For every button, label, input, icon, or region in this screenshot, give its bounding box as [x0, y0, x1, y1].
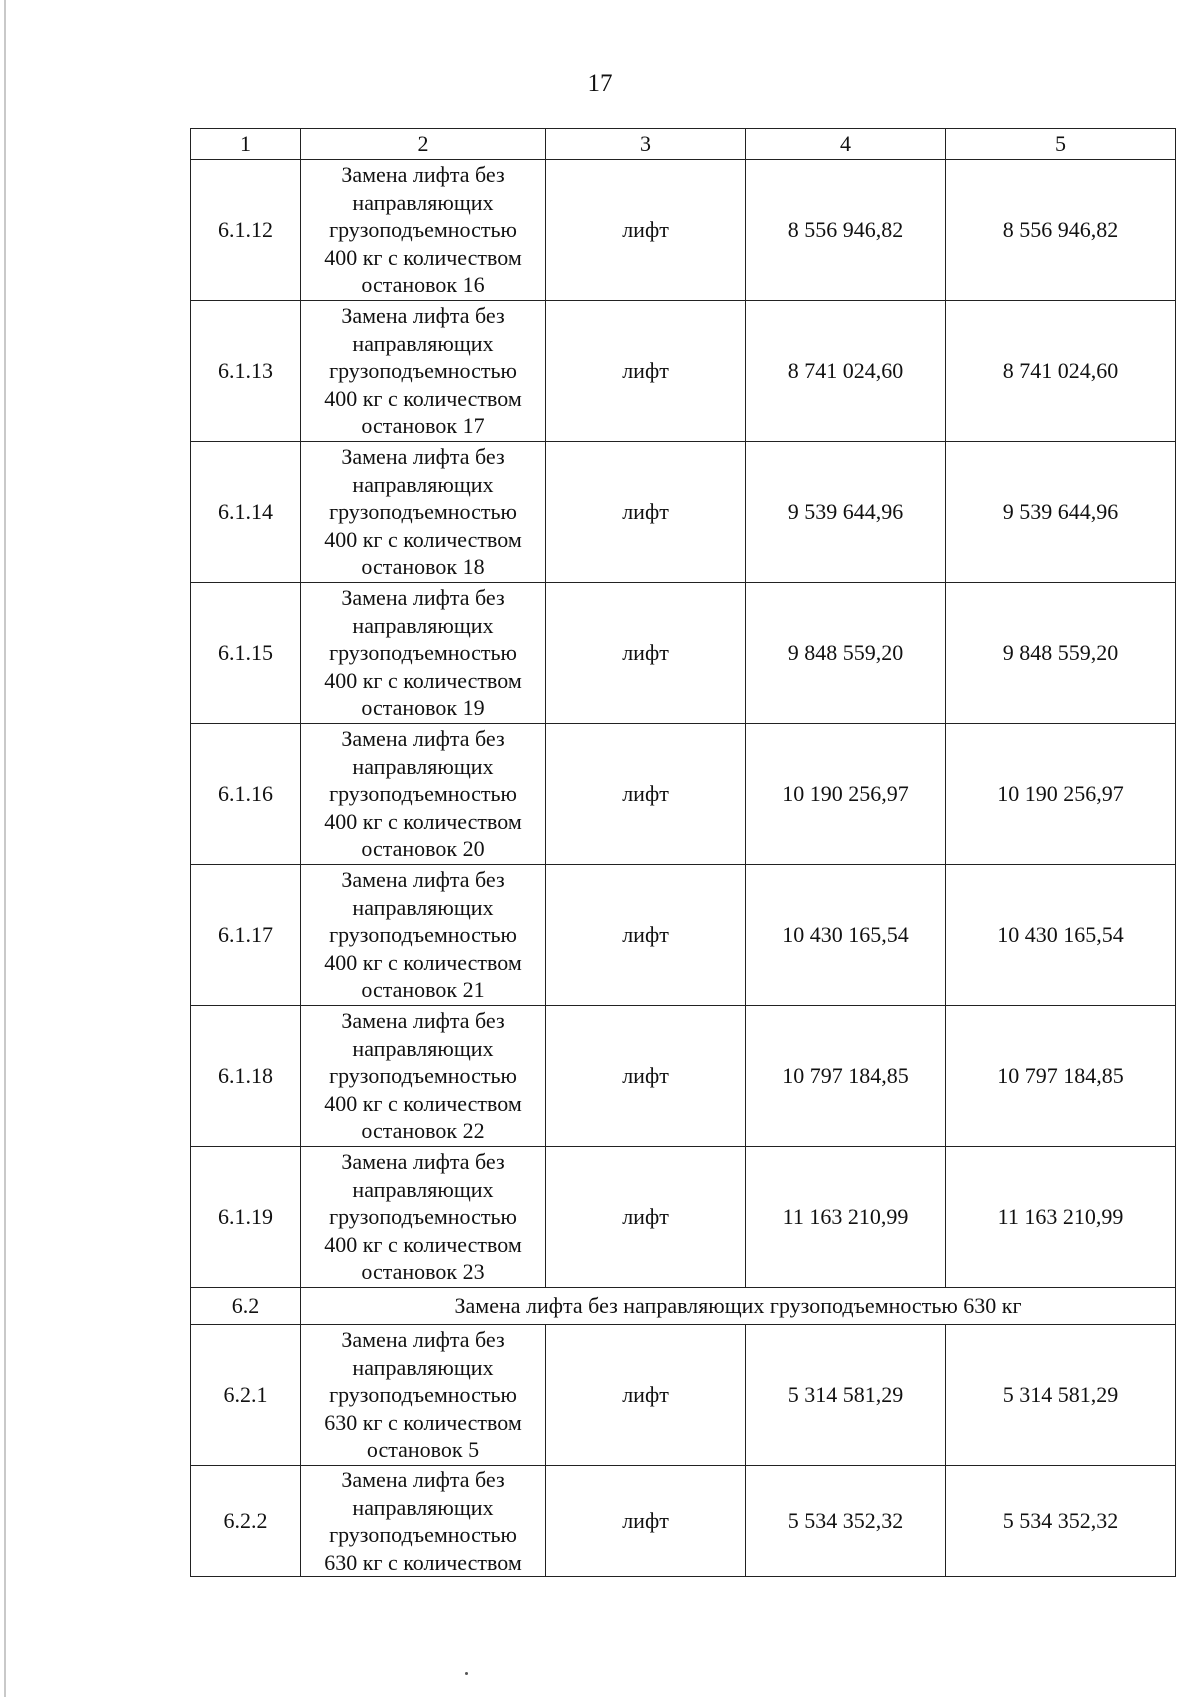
item-total: 10 797 184,85: [946, 1006, 1176, 1147]
table-row: [191, 865, 1176, 1006]
page-number: 17: [587, 70, 613, 97]
item-unit: лифт: [546, 160, 746, 301]
item-description: Замена лифта без направляющих грузоподъемностью 400 кг с количеством остановок 16: [301, 160, 546, 301]
item-unit: лифт: [546, 301, 746, 442]
item-unit: лифт: [546, 1147, 746, 1288]
item-code: 6.2.2: [191, 1466, 301, 1577]
item-total: 5 314 581,29: [946, 1325, 1176, 1466]
item-unit: лифт: [546, 1006, 746, 1147]
table-row: [191, 1466, 1176, 1577]
item-price: 5 534 352,32: [746, 1466, 946, 1577]
item-code: 6.1.19: [191, 1147, 301, 1288]
table-header-row: [191, 129, 1176, 160]
item-description: Замена лифта без направляющих грузоподъемностью 630 кг с количеством: [301, 1466, 546, 1577]
table-row: [191, 301, 1176, 442]
item-code: 6.1.18: [191, 1006, 301, 1147]
item-description: Замена лифта без направляющих грузоподъемностью 630 кг с количеством остановок 5: [301, 1325, 546, 1466]
item-price: 8 741 024,60: [746, 301, 946, 442]
column-header: 4: [746, 129, 946, 160]
item-code: 6.1.14: [191, 442, 301, 583]
section-code: 6.2: [191, 1288, 301, 1325]
item-code: 6.1.12: [191, 160, 301, 301]
table-row: [191, 583, 1176, 724]
item-code: 6.1.16: [191, 724, 301, 865]
item-price: 8 556 946,82: [746, 160, 946, 301]
item-total: 5 534 352,32: [946, 1466, 1176, 1577]
item-total: 10 190 256,97: [946, 724, 1176, 865]
item-price: 11 163 210,99: [746, 1147, 946, 1288]
column-header: 3: [546, 129, 746, 160]
table-row: [191, 160, 1176, 301]
item-description: Замена лифта без направляющих грузоподъемностью 400 кг с количеством остановок 23: [301, 1147, 546, 1288]
item-total: 8 556 946,82: [946, 160, 1176, 301]
item-unit: лифт: [546, 724, 746, 865]
scan-speck: [465, 1672, 468, 1675]
item-code: 6.1.13: [191, 301, 301, 442]
table-row: [191, 442, 1176, 583]
item-description: Замена лифта без направляющих грузоподъемностью 400 кг с количеством остановок 19: [301, 583, 546, 724]
item-description: Замена лифта без направляющих грузоподъемностью 400 кг с количеством остановок 18: [301, 442, 546, 583]
item-price: 10 190 256,97: [746, 724, 946, 865]
table-row: [191, 1006, 1176, 1147]
item-description: Замена лифта без направляющих грузоподъемностью 400 кг с количеством остановок 22: [301, 1006, 546, 1147]
item-description: Замена лифта без направляющих грузоподъемностью 400 кг с количеством остановок 20: [301, 724, 546, 865]
section-title: Замена лифта без направляющих грузоподъемностью 630 кг: [301, 1288, 1176, 1325]
table-row: [191, 724, 1176, 865]
item-total: 10 430 165,54: [946, 865, 1176, 1006]
item-total: 9 848 559,20: [946, 583, 1176, 724]
item-total: 9 539 644,96: [946, 442, 1176, 583]
item-total: 11 163 210,99: [946, 1147, 1176, 1288]
column-header: 2: [301, 129, 546, 160]
column-header: 5: [946, 129, 1176, 160]
table-row: [191, 1147, 1176, 1288]
page-edge-line: [4, 0, 6, 1697]
item-price: 10 797 184,85: [746, 1006, 946, 1147]
item-code: 6.1.15: [191, 583, 301, 724]
table-row: [191, 1325, 1176, 1466]
price-table: [190, 128, 1176, 1577]
item-code: 6.2.1: [191, 1325, 301, 1466]
item-unit: лифт: [546, 583, 746, 724]
item-total: 8 741 024,60: [946, 301, 1176, 442]
item-code: 6.1.17: [191, 865, 301, 1006]
column-header: 1: [191, 129, 301, 160]
section-row: [191, 1288, 1176, 1325]
item-description: Замена лифта без направляющих грузоподъемностью 400 кг с количеством остановок 17: [301, 301, 546, 442]
item-description: Замена лифта без направляющих грузоподъемностью 400 кг с количеством остановок 21: [301, 865, 546, 1006]
item-unit: лифт: [546, 442, 746, 583]
item-price: 5 314 581,29: [746, 1325, 946, 1466]
item-price: 10 430 165,54: [746, 865, 946, 1006]
item-price: 9 848 559,20: [746, 583, 946, 724]
item-unit: лифт: [546, 1325, 746, 1466]
item-price: 9 539 644,96: [746, 442, 946, 583]
item-unit: лифт: [546, 1466, 746, 1577]
item-unit: лифт: [546, 865, 746, 1006]
